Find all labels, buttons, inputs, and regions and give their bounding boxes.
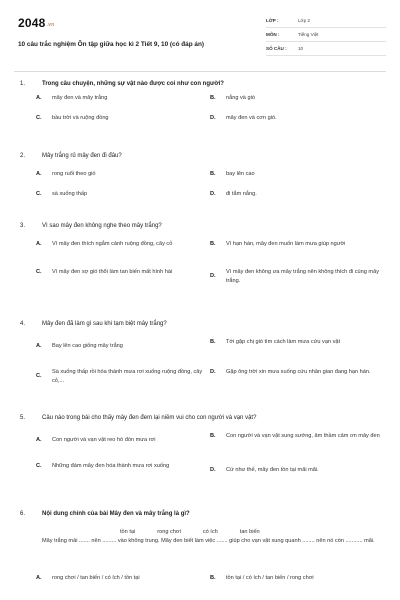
answer-option-b[interactable] bbox=[210, 432, 380, 441]
option-text: Con người và vạn vật reo hò đón mưa rơi bbox=[52, 437, 156, 443]
option-letter: C. bbox=[36, 373, 42, 380]
question-header bbox=[20, 152, 384, 161]
page-title: 10 câu trắc nghiệm Ôn tập giữa học kì 2 Tiết 9, 10 (có đáp án) bbox=[18, 41, 204, 48]
option-text: mây đen và mây trắng bbox=[52, 95, 108, 101]
question-number: 5. bbox=[20, 415, 26, 421]
info-row-grade bbox=[266, 14, 386, 28]
question-header bbox=[20, 414, 384, 423]
option-letter: B. bbox=[210, 95, 216, 101]
question-number: 2. bbox=[20, 153, 26, 159]
option-letter: C. bbox=[36, 269, 42, 275]
option-text: Vì mây đen không ưa mây trắng nên không thích đi cùng mây trắng. bbox=[226, 269, 380, 284]
question-text: Mây đen đã làm gì sau khi tạm biệt mây trắng? bbox=[42, 321, 167, 327]
logo-suffix: .vn bbox=[46, 22, 55, 28]
option-letter: D. bbox=[210, 115, 216, 121]
answer-option-c[interactable] bbox=[36, 368, 206, 385]
option-text: Con người và vạn vật sung sướng, âm thầm cảm ơn mây đen bbox=[226, 433, 380, 439]
answer-option-a[interactable] bbox=[36, 170, 206, 179]
option-letter: D. bbox=[210, 467, 216, 473]
fill-in-passage bbox=[42, 528, 382, 546]
site-logo[interactable] bbox=[18, 16, 54, 30]
question-1 bbox=[20, 80, 384, 121]
info-label: LỚP : bbox=[266, 18, 279, 23]
option-letter: B. bbox=[210, 575, 216, 581]
option-letter: D. bbox=[210, 369, 216, 375]
info-value: 10 bbox=[298, 46, 304, 51]
option-text: Vì mây đen sợ gió thổi làm tan biến mất hình hài bbox=[52, 269, 173, 275]
option-text: tồn tại / có ích / tan biến / rong chơi bbox=[226, 575, 314, 581]
question-header bbox=[20, 320, 384, 329]
option-letter: C. bbox=[36, 191, 42, 197]
question-text: Mây trắng rủ mây đen đi đâu? bbox=[42, 153, 122, 159]
word-bank-item: có ích bbox=[202, 529, 218, 535]
answer-option-d[interactable] bbox=[210, 368, 380, 377]
logo-text: 2048 bbox=[18, 16, 46, 30]
word-bank-item: rong chơi bbox=[157, 529, 181, 535]
option-letter: B. bbox=[210, 433, 216, 439]
question-text: Vì sao mây đen không nghe theo mây trắng? bbox=[42, 223, 162, 229]
info-row-count bbox=[266, 42, 386, 56]
answer-option-d[interactable] bbox=[210, 268, 380, 285]
option-letter: A. bbox=[36, 575, 42, 581]
word-bank-item: tồn tại bbox=[120, 529, 136, 535]
option-letter: B. bbox=[210, 171, 216, 177]
question-text: Trong câu chuyện, những sự vật nào được coi như con người? bbox=[42, 81, 224, 87]
word-bank bbox=[42, 528, 382, 537]
question-2 bbox=[20, 152, 384, 197]
question-4 bbox=[20, 320, 384, 384]
answer-option-c[interactable] bbox=[36, 268, 206, 277]
question-header bbox=[20, 80, 384, 89]
option-text: rong ruổi theo gió bbox=[52, 171, 96, 177]
answer-option-a[interactable] bbox=[36, 436, 206, 445]
option-letter: A. bbox=[36, 343, 42, 349]
question-text: Câu nào trong bài cho thấy mây đen đem lại niềm vui cho con người và vạn vật? bbox=[42, 415, 257, 421]
option-letter: A. bbox=[36, 95, 42, 101]
option-text: Tới gặp chị gió tìm cách làm mưa cứu vạn vật bbox=[226, 339, 341, 345]
question-6 bbox=[20, 510, 384, 581]
answer-option-b[interactable] bbox=[210, 338, 380, 347]
answer-option-c[interactable] bbox=[36, 462, 206, 471]
question-number: 4. bbox=[20, 321, 26, 327]
option-letter: A. bbox=[36, 171, 42, 177]
option-letter: D. bbox=[210, 273, 216, 280]
option-text: Bay lên cao giống mây trắng bbox=[52, 343, 123, 349]
page-header bbox=[14, 10, 386, 72]
option-text: đi tắm nắng. bbox=[226, 191, 257, 197]
question-number: 3. bbox=[20, 223, 26, 229]
option-letter: C. bbox=[36, 463, 42, 469]
answer-option-b[interactable] bbox=[210, 170, 380, 179]
option-text: Gặp ông trời xin mưa xuống cứu nhân gian đang hạn hán. bbox=[226, 369, 371, 375]
answer-option-b[interactable] bbox=[210, 240, 380, 249]
option-text: rong chơi / tan biến / có ích / tồn tại bbox=[52, 575, 140, 581]
option-text: Vì mây đen thích ngắm cảnh ruộng đồng, cây cỏ bbox=[52, 241, 173, 247]
answer-option-a[interactable] bbox=[36, 240, 206, 249]
answer-option-a[interactable] bbox=[36, 574, 206, 583]
option-text: bay lên cao bbox=[226, 171, 255, 177]
answer-option-d[interactable] bbox=[210, 190, 380, 199]
option-letter: A. bbox=[36, 437, 42, 443]
answer-option-a[interactable] bbox=[36, 94, 206, 103]
word-bank-item: tan biến bbox=[239, 529, 260, 535]
question-text: Nội dung chính của bài Mây đen và mây trắng là gì? bbox=[42, 511, 190, 517]
info-row-subject bbox=[266, 28, 386, 42]
answer-option-a[interactable] bbox=[36, 342, 206, 351]
option-text: Vì hạn hán, mây đen muốn làm mưa giúp người bbox=[226, 241, 346, 247]
question-5 bbox=[20, 414, 384, 473]
info-value: Tiếng Việt bbox=[298, 32, 319, 37]
question-header bbox=[20, 510, 384, 519]
answer-option-c[interactable] bbox=[36, 190, 206, 199]
passage-text: Mây trắng mải ....... nên ......... vào không trung. Mây đen biết làm việc ....... giúp cho vạn vật xung quanh ........ nên nó còn ........... mãi. bbox=[42, 538, 375, 544]
option-letter: B. bbox=[210, 241, 216, 247]
question-number: 1. bbox=[20, 81, 26, 87]
answer-option-b[interactable] bbox=[210, 574, 380, 583]
option-letter: D. bbox=[210, 191, 216, 197]
option-text: nắng và gió bbox=[226, 95, 255, 101]
option-letter: A. bbox=[36, 241, 42, 247]
info-value: Lớp 2 bbox=[298, 18, 310, 23]
info-table bbox=[266, 14, 386, 56]
info-label: SỐ CÂU : bbox=[266, 46, 287, 51]
option-text: Những đám mây đen hóa thành mưa rơi xuống bbox=[52, 463, 170, 469]
option-text: sà xuống thấp bbox=[52, 191, 88, 197]
option-letter: B. bbox=[210, 339, 216, 345]
question-header bbox=[20, 222, 384, 231]
answer-option-d[interactable] bbox=[210, 114, 380, 123]
answer-option-b[interactable] bbox=[210, 94, 380, 103]
answer-option-d[interactable] bbox=[210, 466, 380, 475]
option-text: bầu trời và ruộng đồng bbox=[52, 115, 109, 121]
option-letter: C. bbox=[36, 115, 42, 121]
option-text: mây đen và cơn gió. bbox=[226, 115, 277, 121]
info-label: MÔN : bbox=[266, 32, 280, 37]
option-text: Sà xuống thấp rồi hóa thành mưa rơi xuống ruộng đồng, cây cỏ,... bbox=[52, 369, 203, 384]
option-text: Cứ như thế, mây đen tồn tại mãi mãi. bbox=[226, 467, 319, 473]
question-3 bbox=[20, 222, 384, 284]
answer-option-c[interactable] bbox=[36, 114, 206, 123]
question-number: 6. bbox=[20, 511, 26, 517]
